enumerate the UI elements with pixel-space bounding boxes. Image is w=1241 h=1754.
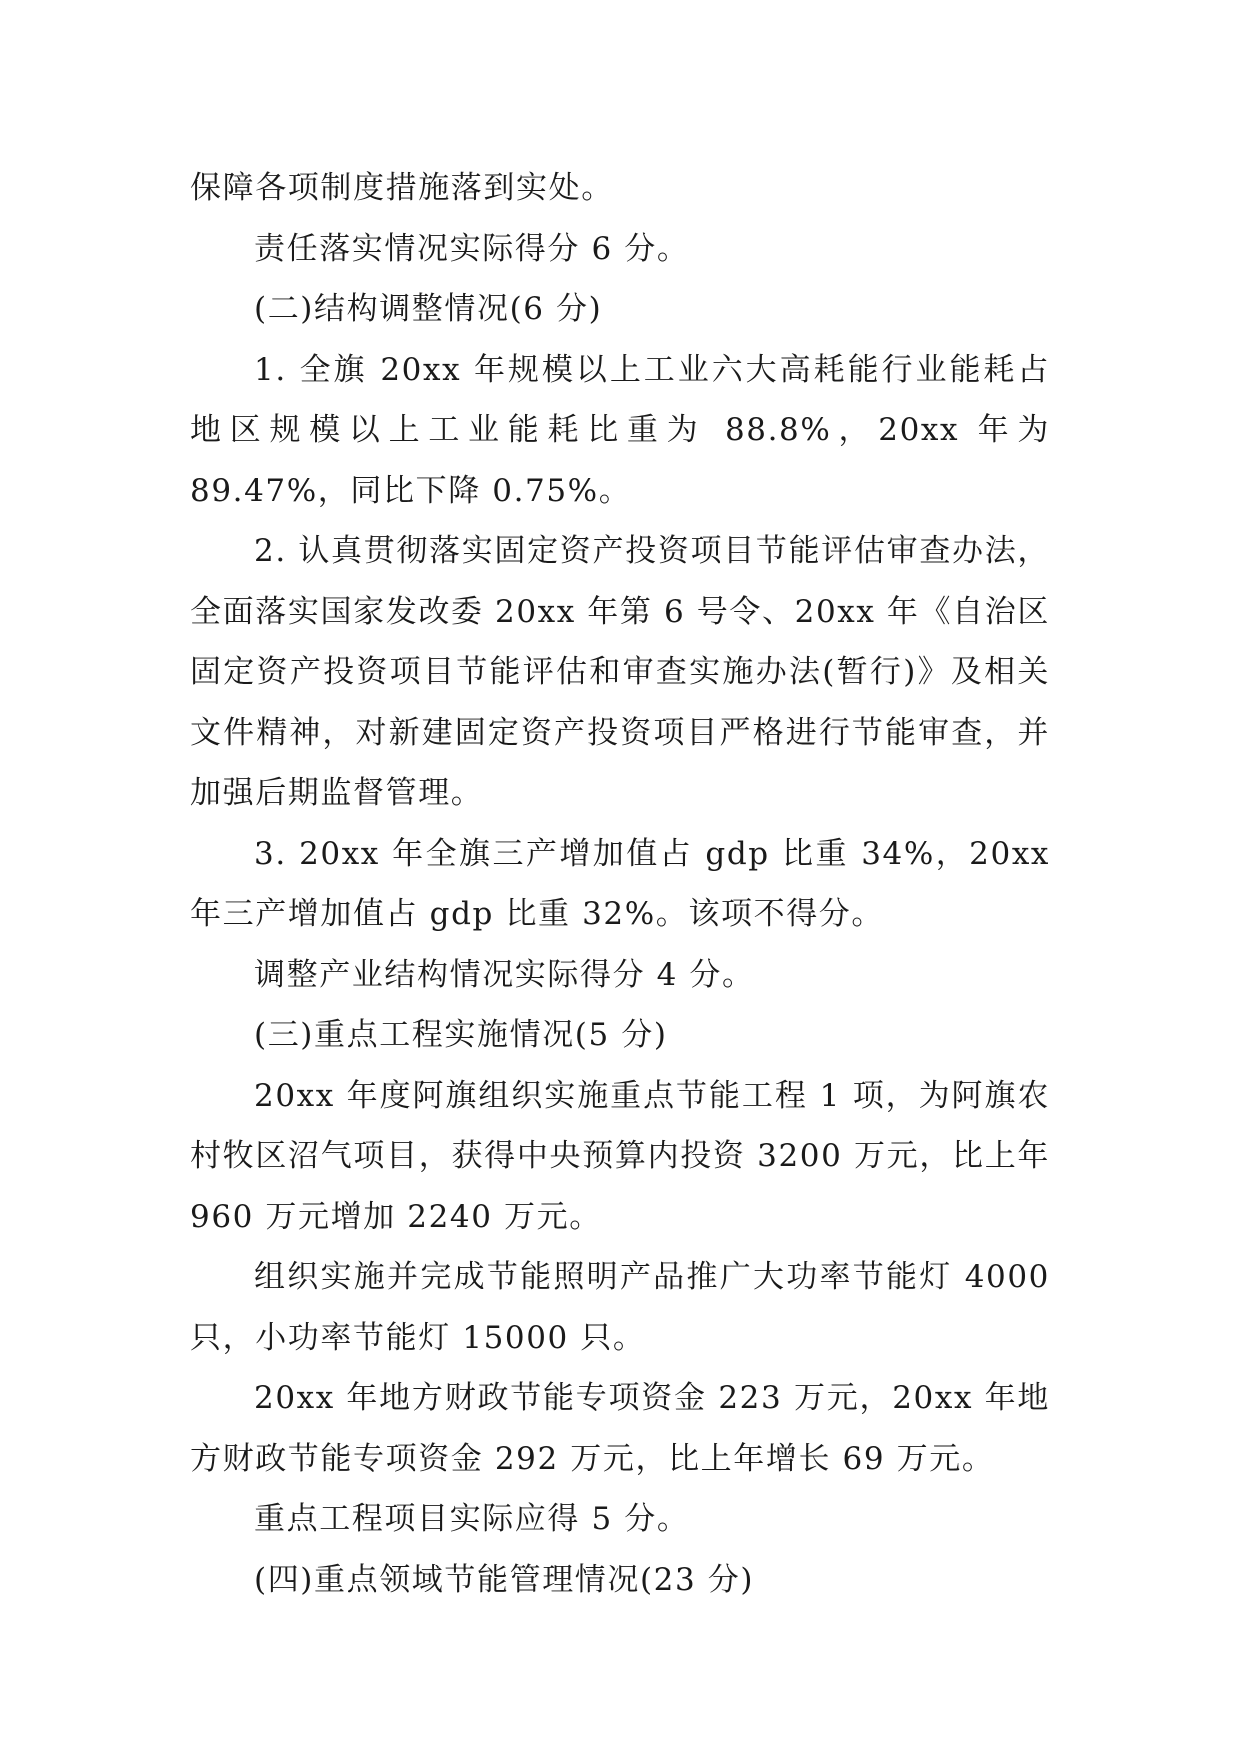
paragraph-structure-score: 调整产业结构情况实际得分 4 分。 <box>254 956 755 993</box>
paragraph-biogas-project: 20xx 年度阿旗组织实施重点节能工程 1 项，为阿旗农村牧区沼气项目，获得中央预算内投资 3200 万元，比上年 960 万元增加 2240 万元。 <box>190 1077 1050 1235</box>
section-heading-key-projects: (三)重点工程实施情况(5 分) <box>254 1017 668 1053</box>
paragraph-fiscal-funds: 20xx 年地方财政节能专项资金 223 万元，20xx 年地方财政节能专项资金 292 万元，比上年增长 69 万元。 <box>190 1380 1050 1477</box>
section-heading-structure-adjustment: (二)结构调整情况(6 分) <box>254 291 603 327</box>
paragraph-continuation: 保障各项制度措施落到实处。 <box>190 170 614 206</box>
document-body <box>190 158 1050 1610</box>
paragraph-item-3: 3. 20xx 年全旗三产增加值占 gdp 比重 34%，20xx 年三产增加值占 gdp 比重 32%。该项不得分。 <box>190 835 1050 932</box>
paragraph-responsibility-score: 责任落实情况实际得分 6 分。 <box>254 230 690 267</box>
paragraph-item-2: 2. 认真贯彻落实固定资产投资项目节能评估审查办法，全面落实国家发改委 20xx 年第 6 号令、20xx 年《自治区固定资产投资项目节能评估和审查实施办法(暂行)》及相关文件精神，对新建固定资产投资项目严格进行节能审查，并加强后期监督管理。 <box>190 533 1050 811</box>
paragraph-lighting-promotion: 组织实施并完成节能照明产品推广大功率节能灯 4000 只，小功率节能灯 15000 只。 <box>190 1259 1050 1356</box>
paragraph-key-projects-score: 重点工程项目实际应得 5 分。 <box>254 1501 690 1537</box>
section-heading-key-areas: (四)重点领域节能管理情况(23 分) <box>254 1561 755 1598</box>
paragraph-item-1: 1. 全旗 20xx 年规模以上工业六大高耗能行业能耗占地区规模以上工业能耗比重为 88.8%，20xx 年为 89.47%，同比下降 0.75%。 <box>190 351 1050 509</box>
